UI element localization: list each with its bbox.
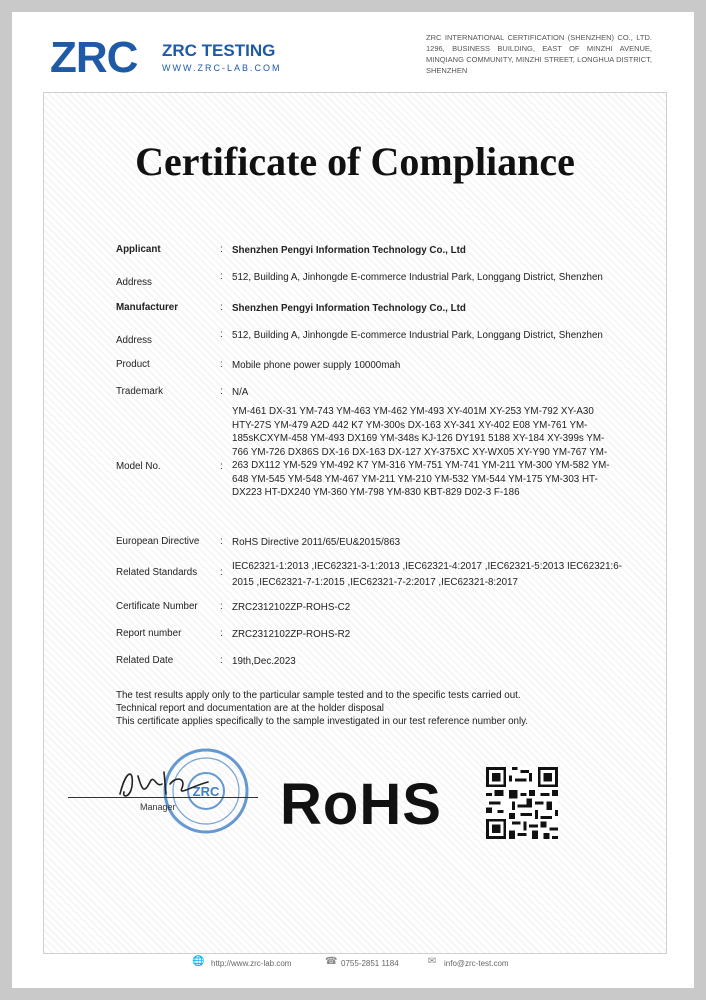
field-colon: : <box>220 244 223 255</box>
mail-icon: ✉ <box>427 956 437 967</box>
field-colon: : <box>220 271 223 282</box>
note-line: The test results apply only to the particular sample tested and to the specific tests carried out. <box>116 690 521 701</box>
field-label: Report number <box>116 628 182 639</box>
field-colon: : <box>220 567 223 578</box>
field-value: 512, Building A, Jinhongde E-commerce Industrial Park, Longgang District, Shenzhen <box>232 330 603 341</box>
globe-icon: 🌐 <box>192 956 205 967</box>
field-value: IEC62321-1:2013 ,IEC62321-3-1:2013 ,IEC62321-4:2017 ,IEC62321-5:2013 IEC62321:6-2015 ,IEC62321-7-1:2015 ,IEC62321-7-2:2017 ,IEC62321-8:2017 <box>232 561 622 588</box>
field-colon: : <box>220 655 223 666</box>
note-line: Technical report and documentation are at the holder disposal <box>116 703 384 715</box>
field-colon: : <box>220 601 223 612</box>
field-value: Mobile phone power supply 10000mah <box>232 360 401 371</box>
field-value: YM-461 DX-31 YM-743 YM-463 YM-462 YM-493 XY-401M XY-253 YM-792 XY-A30 HTY-27S YM-479 A2D 442 K7 YM-300s DX-163 XY-341 XY-402 E08 YM-761 YM-185sKCXYM-458 YM-493 DX169 YM-348s KJ-126 DY191 5188 XY-184 XY-399s YM-766 YM-726 DX86S DX-16 DX-163 DX-127 XY-375XC XY-WX05 XY-Y90 YM-767 YM-263 DX112 YM-529 YM-492 K7 YM-316 YM-751 YM-741 YM-211 YM-300 YM-582 YM-648 YM-545 YM-548 YM-467 YM-211 YM-210 YM-532 YM-544 YM-175 YM-303 HT-DX223 HT-DX240 YM-360 YM-798 YM-830 KBT-829 D02-3 F-186 <box>232 406 610 498</box>
field-label: Trademark <box>116 386 163 397</box>
field-value: Shenzhen Pengyi Information Technology Co., Ltd <box>232 303 466 314</box>
field-label: Related Standards <box>116 567 198 578</box>
brand-name: ZRC TESTING <box>162 41 276 60</box>
note-line: This certificate applies specifically to the sample investigated in our test reference number only. <box>116 716 529 728</box>
field-value: ZRC2312102ZP-ROHS-R2 <box>232 629 351 640</box>
certificate-notes <box>116 689 636 729</box>
signature-line <box>68 797 258 798</box>
field-label: European Directive <box>116 536 200 547</box>
field-label: Applicant <box>116 244 161 255</box>
brand-website: WWW.ZRC-LAB.COM <box>162 63 282 73</box>
field-value: 512, Building A, Jinhongde E-commerce Industrial Park, Longgang District, Shenzhen <box>232 272 603 283</box>
field-colon: : <box>220 359 223 370</box>
field-value: RoHS Directive 2011/65/EU&2015/863 <box>232 537 401 548</box>
certificate-title: Certificate of Compliance <box>135 139 575 184</box>
manager-signature <box>112 764 222 804</box>
field-value: 19th,Dec.2023 <box>232 656 296 667</box>
qr-code <box>486 767 558 839</box>
rohs-mark: RoHS <box>280 772 442 837</box>
field-colon: : <box>220 536 223 547</box>
zrc-logo <box>50 34 290 90</box>
field-label: Certificate Number <box>116 601 198 612</box>
phone-icon: ☎ <box>325 956 338 967</box>
field-label: Model No. <box>116 461 161 472</box>
field-value: Shenzhen Pengyi Information Technology Co., Ltd <box>232 245 466 256</box>
seal-text: ZRC <box>192 784 220 799</box>
field-value: ZRC2312102ZP-ROHS-C2 <box>232 602 351 613</box>
field-colon: : <box>220 386 223 397</box>
field-colon: : <box>220 628 223 639</box>
field-colon: : <box>220 302 223 313</box>
field-value: N/A <box>232 387 249 398</box>
field-label: Product <box>116 359 150 370</box>
footer-phone: 0755-2851 1184 <box>341 959 399 968</box>
certificate-page <box>12 12 694 988</box>
company-address: ZRC INTERNATIONAL CERTIFICATION (SHENZHEN) CO., LTD. 1296, BUSINESS BUILDING, EAST OF MINZHI AVENUE, MINQIANG COMMUNITY, MINZHI STREET, LONGHUA DISTRICT, SHENZHEN <box>426 33 652 75</box>
field-colon: : <box>220 461 223 472</box>
field-label: Address <box>116 335 152 346</box>
footer-email: info@zrc-test.com <box>444 959 509 968</box>
logo-text: ZRC <box>50 33 138 82</box>
field-label: Related Date <box>116 655 174 666</box>
field-label: Manufacturer <box>116 302 179 313</box>
signature-title: Manager <box>140 802 176 812</box>
footer-website: http://www.zrc-lab.com <box>211 959 292 968</box>
field-colon: : <box>220 329 223 340</box>
field-label: Address <box>116 277 152 288</box>
